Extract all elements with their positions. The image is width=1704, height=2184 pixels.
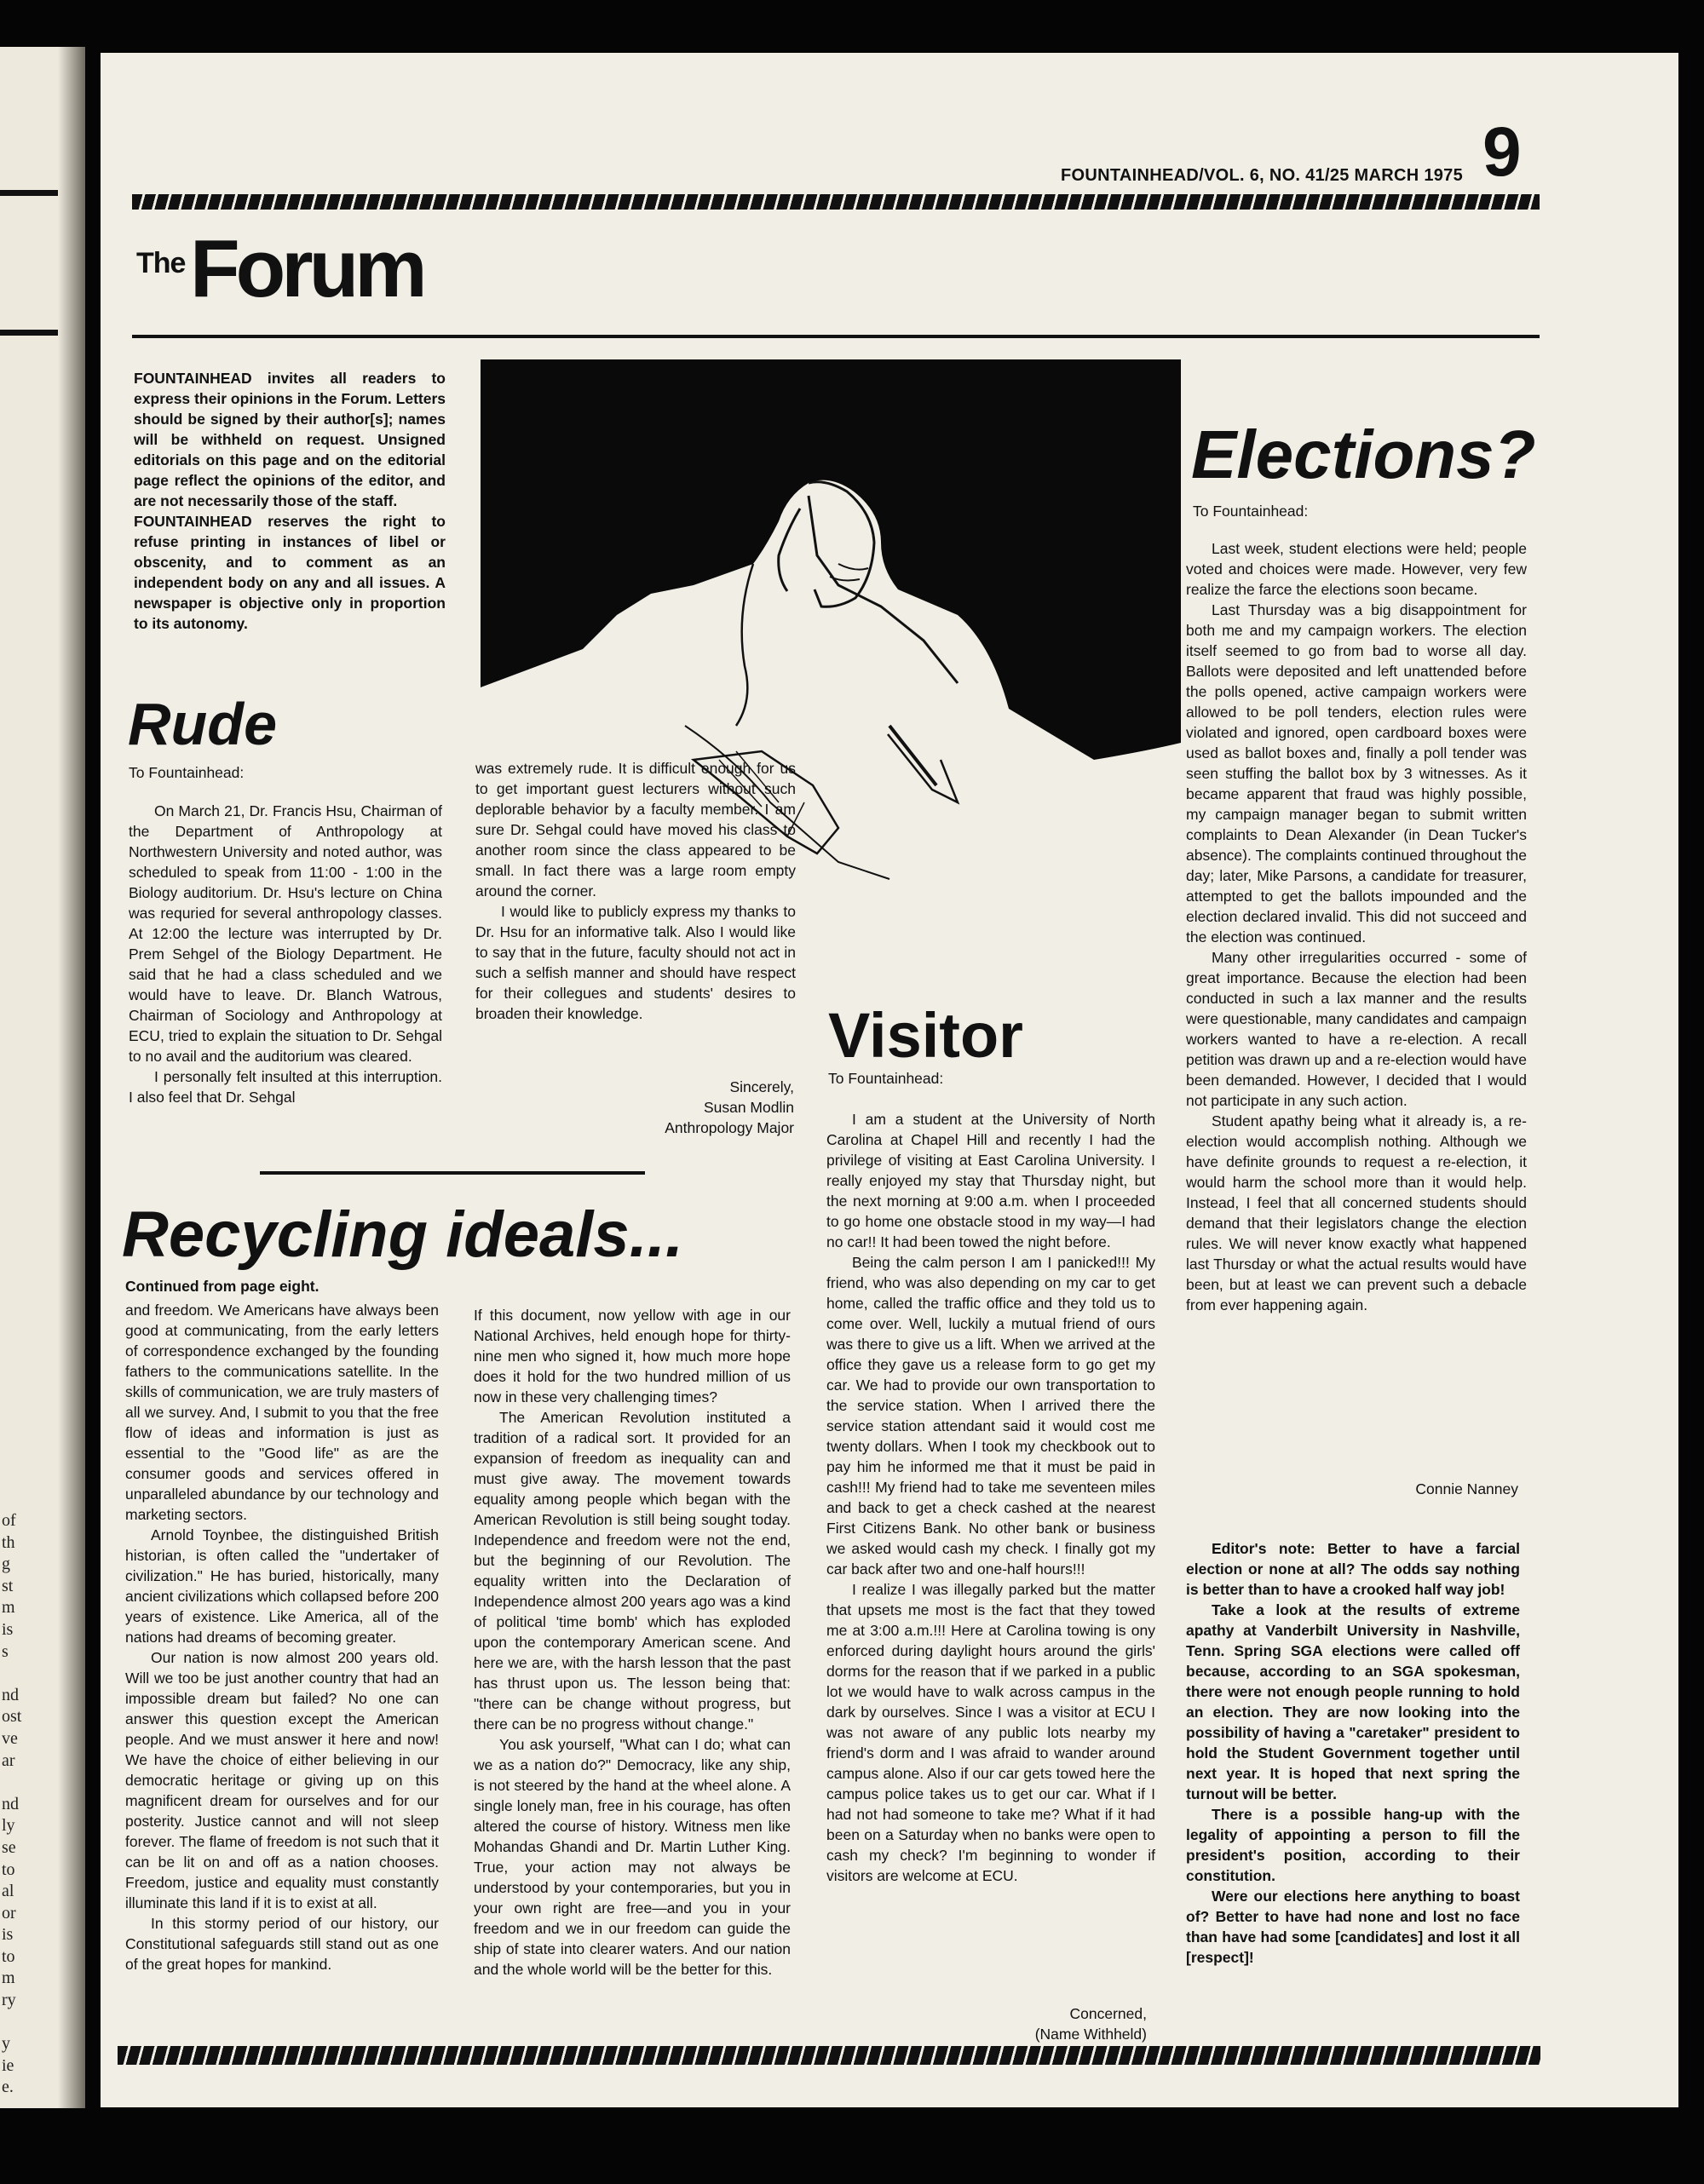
rude-paragraph: On March 21, Dr. Francis Hsu, Chairman of the Department of Anthropology at Northwestern University and noted author, was scheduled to speak from 11:00 - 1:00 in the Biology auditorium. Dr. Hsu's lecture on China was requried for several anthropology classes. At 12:00 the lecture was interrupted by Dr. Prem Sehgel of the Biology Department. He said that he had a class scheduled and we would have to leave. Dr. Blanch Watrous, Chairman of Sociology and Anthropology at ECU, tried to explain the situation to Dr. Sehgal to no avail and the auditorium was cleared. [129, 802, 442, 1065]
left-page-edge [0, 47, 81, 2108]
page-number: 9 [1482, 113, 1522, 191]
recycling-paragraph: Arnold Toynbee, the distinguished British historian, is often called the "undertaker of civilization." He has buried, historically, many ancient civilizations which collapsed before 200 years of existence. Like America, all of the nations had dreams of becoming greater. [125, 1526, 439, 1646]
elections-paragraph: Last week, student elections were held; people voted and choices were made. However, very few realize the farce the elections soon became. [1186, 540, 1527, 598]
elections-paragraph: Last Thursday was a big disappointment for both me and my campaign workers. The election itself seemed to go from bad to worse all day. Ballots were deposited and left unattended before the polls opened, active campaign workers were allowed to be poll tenders, election rules were violated and ignored, open cardboard boxes were used as ballot boxes and, finally a poll tender was seen stuffing the ballot box by 3 witnesses. As it became apparent that fraud was highly possible, my campaign manager began to submit written complaints to Dean Alexander (in Dean Tucker's absence). The complaints continued throughout the day; later, Mike Parsons, a candidate for treasurer, attempted to get the ballots impounded and the election declared invalid. This did not succeed and the election was continued. [1186, 601, 1527, 945]
left-page-rule [0, 190, 60, 196]
recycling-title: Recycling ideals... [122, 1198, 683, 1271]
rude-column-1 [129, 801, 442, 1107]
visitor-paragraph: I am a student at the University of North Carolina at Chapel Hill and recently I had the privilege of visiting at East Carolina University. I really enjoyed my stay that Thursday night, but the next morning at 9:00 a.m. when I proceeded to go home one obstacle stood in my way—I had no car!! It had been towed the night before. [826, 1111, 1155, 1250]
editors-note-paragraph: There is a possible hang-up with the legality of appointing a person to fill the president's position, according to their constitution. [1186, 1806, 1520, 1884]
rude-paragraph: was extremely rude. It is difficult enough for us to get important guest lecturers without such deplorable behavior by a faculty member. I am sure Dr. Sehgal could have moved his class to another room since the class appeared to be small. In fact there was a large room empty around the corner. [475, 760, 796, 899]
page-gutter [58, 47, 85, 2108]
recycling-paragraph: The American Revolution instituted a tradition of a radical sort. It provided for an expansion of freedom as inequality can and must give away. The movement towards equality among people which began with the American Revolution is still being sought today. Independence and freedom were not the end, but the beginning of our Revolution. The equality written into the Declaration of Independence almost 200 years ago was a kind of political 'time bomb' which has exploded upon the contemporary American scene. And here we are, with the harsh lesson that the past has thrust upon us. The lesson being that: "there can be change without progress, but there can be no progress without change." [474, 1409, 791, 1733]
elections-salutation: To Fountainhead: [1193, 503, 1309, 520]
rude-column-2 [475, 758, 796, 1024]
hand-outline [830, 564, 868, 580]
policy-paragraph: FOUNTAINHEAD invites all readers to express their opinions in the Forum. Letters should be signed by their author[s]; names will be withheld on request. Unsigned editorials on this page and on the editorial page reflect the opinions of the editor, and are not necessarily those of the staff. [134, 370, 446, 509]
visitor-signer: (Name Withheld) [1034, 2026, 1147, 2043]
elections-title: Elections? [1191, 417, 1536, 492]
visitor-paragraph: Being the calm person I am I panicked!!! My friend, who was also depending on my car to get home, called the traffic office and they told us to come over. Well, luckily a mutual friend of ours was there to give us a lift. When we arrived at the office they gave us a release form to go get my car. We had to provide our own transportation to the service station. When I arrived there the service station attendant said it would cost me twenty dollars. When I took my checkbook out to pay him he informed me that it must be paid in cash!!! My friend had to take me seventeen miles and back to get a check cashed at the nearest First Citizens Bank. No other bank or business we asked would cash my check. I finally got my car back after two and one-half hours!!! [826, 1254, 1155, 1578]
recycling-paragraph: Our nation is now almost 200 years old. Will we too be just another country that had an impossible dream but failed? No one can answer this question except the American people. And we must answer it here and now! We have the choice of either believing in our democratic heritage or giving up on this magnificent dream for ourselves and for our posterity. Justice cannot and will not sleep forever. The flame of freedom is not such that it can be lit on and off as a nation chooses. Freedom, justice and equality must constantly illuminate this land if it is to exist at all. [125, 1649, 439, 1911]
face-outline [779, 509, 800, 591]
editors-note-paragraph: Take a look at the results of extreme apathy at Vanderbilt University in Nashville, Tenn. Spring SGA elections were called off because, according to an SGA spokesman, there were not enough people running to hold an election. They are now looking into the possibility of having a "caretaker" president to hold the Student Government together until next year. It is hoped that next spring the turnout will be better. [1186, 1601, 1520, 1802]
visitor-salutation: To Fountainhead: [828, 1070, 944, 1087]
rude-paragraph: I would like to publicly express my thanks to Dr. Hsu for an informative talk. Also I would like to say that in the future, faculty should not act in such a selfish manner and should have respect for their collegues and students' desires to broaden their knowledge. [475, 903, 796, 1022]
masthead-forum: Forum [190, 223, 423, 314]
rude-salutation: To Fountainhead: [129, 764, 245, 781]
visitor-body [826, 1109, 1155, 1886]
editors-note-paragraph: Were our elections here anything to boast of? Better to have had none and lost no face than have had some [candidates] and lost it all [respect]! [1186, 1888, 1520, 1966]
masthead-the: The [136, 247, 186, 279]
pencil-icon [889, 726, 936, 785]
rude-title: Rude [128, 691, 277, 757]
rude-signer: Susan Modlin [703, 1099, 794, 1116]
forum-policy [134, 368, 446, 634]
dark-background [481, 359, 1181, 760]
visitor-title: Visitor [828, 1000, 1023, 1071]
recycling-column-2 [474, 1305, 791, 1980]
policy-paragraph: FOUNTAINHEAD reserves the right to refuse printing in instances of libel or obscenity, and to comment as an independent body on any and all issues. A newspaper is objective only in proportion to its autonomy. [134, 513, 446, 632]
left-page-rule [0, 330, 60, 336]
recycling-continued: Continued from page eight. [125, 1278, 320, 1295]
visitor-signature [937, 2003, 1147, 2044]
elections-paragraph: Student apathy being what it already is, a re-election would accomplish nothing. Although we have definite grounds to request a re-election, it would harm the school more than it would help. Instead, I feel that all concerned students should demand that their legislators change the election rules. We will never know exactly what happened last Thursday or what the actual results would have been, but at least we can prevent such a debacle from ever happening again. [1186, 1112, 1527, 1313]
recycling-paragraph: and freedom. We Americans have always been good at communicating, from the early letters of correspondence exchanged by the founding fathers to the communications satellite. In the skills of communication, we are truly masters of all we survey. And, I submit to you that the free flow of ideas and information is just as essential to the "Good life" as are the consumer goods and services offered in unparalleled abundance by our technology and marketing sectors. [125, 1302, 439, 1523]
elections-paragraph: Many other irregularities occurred - some of great importance. Because the election had been conducted in such a lax manner and the results were questionable, many candidates and campaign workers wanted to have a re-election. A recall petition was drawn up and a re-election would have been demanded. However, I decided that I would not participate in any such action. [1186, 949, 1527, 1109]
publication-line: FOUNTAINHEAD/VOL. 6, NO. 41/25 MARCH 1975 [1061, 166, 1464, 185]
header-rule [132, 194, 1540, 210]
visitor-paragraph: I realize I was illegally parked but the matter that upsets me most is the fact that they towed me at 3:00 a.m.!!! Here at Carolina towing is ony enforced during daylight hours around the girls' dorms for the reason that if we parked in a public lot we would have to walk across campus in the dark by ourselves. Since I was a visitor at ECU I was not aware of any public lots nearby my friend's dorm and I was afraid to wander around campus alone. Also if our car gets towed here the campus police takes us to get our car. What if I had not had someone to take me? What if it had been on a Saturday when no banks were open to cash my check? I'm beginning to wonder if visitors are welcome at ECU. [826, 1581, 1155, 1884]
editors-note [1186, 1538, 1520, 1968]
rude-closing: Sincerely, [729, 1078, 794, 1095]
rude-signer-role: Anthropology Major [665, 1119, 794, 1136]
rude-signature [596, 1077, 794, 1138]
footer-rule [118, 2046, 1540, 2065]
recycling-column-1 [125, 1300, 439, 1974]
recycling-paragraph: If this document, now yellow with age in our National Archives, held enough hope for thirty-nine men who signed it, how much more hope does it hold for the two hundred million of us now in these very challenging times? [474, 1307, 791, 1405]
shoulder-outline [736, 564, 753, 726]
masthead-rule [132, 335, 1540, 338]
rude-paragraph: I personally felt insulted at this interruption. I also feel that Dr. Sehgal [129, 1068, 442, 1106]
elections-signature: Connie Nanney [1415, 1480, 1518, 1497]
recycling-paragraph: In this stormy period of our history, our Constitutional safeguards still stand out as one of the great hopes for mankind. [125, 1915, 439, 1973]
recycling-paragraph: You ask yourself, "What can I do; what can we as a nation do?" Democracy, like any ship, is not steered by the hand at the wheel alone. A single lonely man, free in his courage, has often altered the course of history. Witness men like Mohandas Ghandi and Dr. Martin Luther King. True, your action may not always be understood by your contemporaries, but you in your own right are free—and you in your freedom and we in our freedom can guide the ship of state into clearer waters. And our nation and the whole world will be the better for this. [474, 1736, 791, 1978]
visitor-closing: Concerned, [1069, 2005, 1147, 2022]
editors-note-paragraph: Editor's note: Better to have a farcial election or none at all? The odds say nothing is better than to have a crooked half way job! [1186, 1540, 1520, 1598]
left-page-text-fragments: of th g st m is s nd ost ve ar nd ly se to al or is to m ry y ie e. [2, 1511, 22, 2097]
elections-body [1186, 538, 1527, 1315]
section-divider [260, 1171, 645, 1175]
